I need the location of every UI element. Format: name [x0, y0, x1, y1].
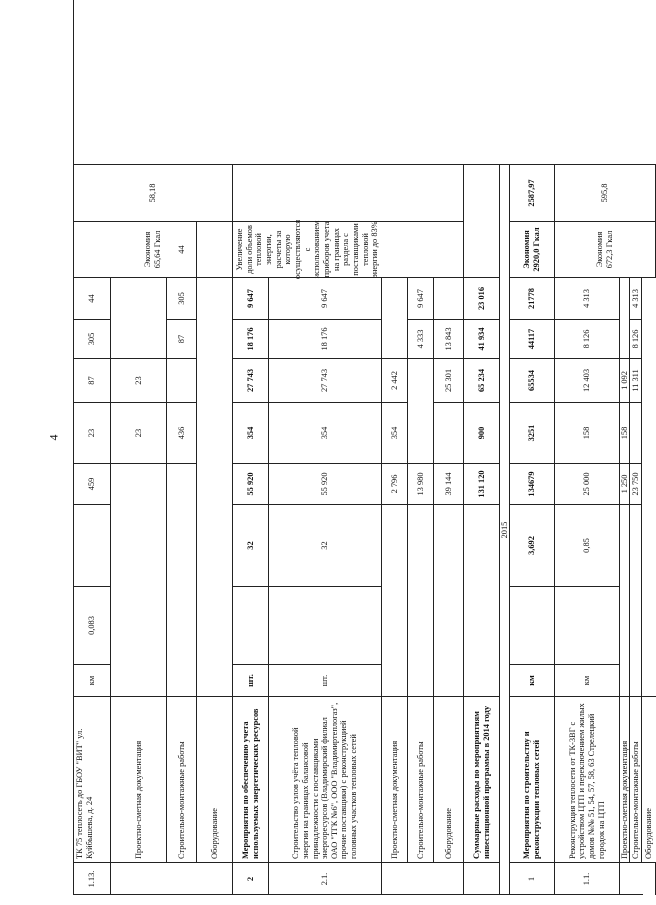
empty-cell	[382, 862, 464, 895]
table-cell-value-2014: 9 647	[233, 277, 269, 319]
empty-cell	[620, 277, 630, 358]
table-cell-value-2013: 41 934	[464, 319, 500, 358]
table-cell-unit: шт.	[233, 664, 269, 696]
table-cell-cost: 1 250	[620, 463, 630, 504]
table-cell-value-2012: 25 301	[434, 358, 464, 402]
table-cell-value-2013: 18 176	[269, 319, 382, 358]
table-cell-length: 3,692	[510, 504, 555, 586]
table-cell-value-2014: 44	[73, 277, 111, 319]
table-cell-item-name: Строительно-монтажные работы	[167, 696, 197, 862]
table-cell-item-name: Мероприятия по строительству и реконструкции тепловых сетей	[510, 696, 555, 862]
table-cell-length: 0,083	[73, 586, 111, 664]
table-cell-effect: Экономия 2920,0 Гкал	[510, 221, 555, 277]
table-cell-cost: 436	[167, 402, 197, 463]
table-cell-unit: шт.	[269, 664, 382, 696]
table-cell-row-number: 2	[233, 862, 269, 895]
table-cell-value-2013: 305	[167, 277, 197, 319]
table-cell-effect: Экономия 672,3 Гкал	[555, 221, 656, 277]
empty-cell	[111, 862, 233, 895]
table-cell-item-name: Строительство узлов учёта тепловой энергии на границах балансовой принадлежности с поставщиками энергоресурсов (Владимирский филиал ОАО "ТГК №6", ООО "Владимиртеплогаз", прочие поставщики) с реконструкцией головных участков тепловых сетей	[269, 696, 382, 862]
empty-cell	[73, 504, 111, 586]
empty-cell	[167, 463, 197, 696]
table-cell-item-name: Реконструкция теплосети от ТК-3ВГ с устройством ЦТП и переключением жилых домов №№ 51, 54, 57, 58, 63 Стрелецкий городок на ЦТП	[555, 696, 620, 862]
table-cell-row-number: 2.1.	[269, 862, 382, 895]
table-cell-value-2012: 87	[73, 358, 111, 402]
table-cell-item-name: Строительно-монтажные работы	[630, 696, 642, 862]
table-cell-unit: км	[73, 664, 111, 696]
table-cell-value-2013: 305	[73, 319, 111, 358]
empty-cell	[434, 402, 464, 463]
empty-cell	[111, 277, 167, 358]
table-cell-value-2014: 21778	[510, 277, 555, 319]
empty-cell	[382, 277, 408, 358]
empty-cell	[167, 358, 197, 402]
table-cell-item-name: Проектно-сметная документация	[382, 696, 408, 862]
table-cell-cost: 2 796	[382, 463, 408, 504]
table-cell-value-2014: 23 016	[464, 277, 500, 319]
table-cell-value-2012: 65534	[510, 358, 555, 402]
table-cell-unit: км	[555, 664, 620, 696]
table-cell-value-2012: 12 403	[555, 358, 620, 402]
table-cell-value-2013: 4 333	[408, 319, 434, 358]
page-number: 4	[46, 434, 61, 441]
table-cell-value-2012: 27 743	[269, 358, 382, 402]
table-cell-cost: 23 750	[630, 463, 642, 504]
table-cell-year-heading: 2015	[500, 164, 510, 895]
table-cell-value-2011: 354	[233, 402, 269, 463]
empty-cell	[382, 504, 408, 696]
table-cell-value-2014: 9 647	[408, 277, 434, 319]
table-cell-value-2011: 23	[111, 358, 167, 402]
table-cell-payback: 58,18	[73, 164, 233, 221]
table-cell-length: 0,85	[555, 504, 620, 586]
empty-cell	[434, 504, 464, 696]
table-cell-value-2012: 65 234	[464, 358, 500, 402]
table-cell-value-2011: 354	[269, 402, 382, 463]
empty-cell	[630, 402, 642, 463]
empty-cell	[555, 586, 620, 664]
table-cell-value-2014: 4 313	[555, 277, 620, 319]
table-cell-value-2013: 8 126	[555, 319, 620, 358]
empty-cell	[233, 164, 464, 221]
table-cell-value-2011: 23	[73, 402, 111, 463]
table-cell-cost: 131 120	[464, 463, 500, 504]
empty-cell	[197, 277, 233, 696]
table-cell-value-2011: 354	[382, 402, 408, 463]
table-cell-cost: 55 920	[269, 463, 382, 504]
table-cell-value-2012: 11 311	[630, 358, 642, 402]
table-cell-effect: Экономия 65,64 Гкал	[73, 221, 233, 277]
empty-cell	[408, 504, 434, 696]
table-cell-quantity: 32	[269, 504, 382, 586]
investment-program-table	[73, 0, 654, 895]
table-cell-quantity: 32	[233, 504, 269, 586]
table-cell-item-name: Проектно-сметная документация	[111, 696, 167, 862]
table-cell-unit: км	[510, 664, 555, 696]
empty-cell	[233, 586, 269, 664]
table-cell-item-name: Суммарные расходы по мероприятиям инвестиционной программы в 2014 году	[464, 696, 500, 862]
table-cell-item-name: ТК 75 теплосеть до ГБОУ "ВИТ" ул. Куйбышева, д. 24	[73, 696, 111, 862]
table-cell-value-2012: 2 442	[382, 358, 408, 402]
empty-cell	[434, 277, 464, 319]
table-cell-cost: 459	[73, 463, 111, 504]
table-cell-value-2011: 3251	[510, 402, 555, 463]
table-cell-payback: 2587,97	[510, 164, 555, 221]
table-cell-row-number: 1	[510, 862, 555, 895]
table-cell-row-number: 1.1.	[555, 862, 620, 895]
empty-cell	[620, 862, 656, 895]
table-cell-value-2014: 9 647	[269, 277, 382, 319]
empty-cell	[464, 504, 500, 696]
empty-cell	[464, 862, 500, 895]
table-cell-cost: 39 144	[434, 463, 464, 504]
table-cell-value-2014: 4 313	[630, 277, 642, 319]
table-cell-cost: 55 920	[233, 463, 269, 504]
table-cell-effect: Увеличение доли объемов тепловой энергии, расчеты за которую осуществляются с использованием приборов учета на границах раздела с поставщиками тепловой энергии до 83%	[233, 221, 464, 277]
table-cell-value-2011: 158	[620, 402, 630, 463]
table-cell-value-2011: 158	[555, 402, 620, 463]
table-cell-cost: 134679	[510, 463, 555, 504]
empty-cell	[630, 504, 642, 696]
table-cell-value-2013: 18 176	[233, 319, 269, 358]
table-cell-cost: 23	[111, 402, 167, 463]
empty-cell	[642, 277, 656, 696]
empty-cell	[464, 164, 500, 277]
table-cell-item-name: Строительно-монтажные работы	[408, 696, 434, 862]
empty-cell	[269, 586, 382, 664]
table-cell-value-2013: 8 126	[630, 319, 642, 358]
table-cell-value-2014: 44	[167, 221, 197, 277]
empty-cell	[510, 586, 555, 664]
table-cell-item-name: Оборудование	[642, 696, 656, 862]
table-cell-item-name: Оборудование	[434, 696, 464, 862]
table-cell-value-2013: 44117	[510, 319, 555, 358]
table-cell-payback: 595,8	[555, 164, 656, 221]
table-cell-value-2012: 1 092	[620, 358, 630, 402]
table-cell-value-2012: 87	[167, 319, 197, 358]
empty-cell	[408, 358, 434, 463]
table-cell-cost: 25 000	[555, 463, 620, 504]
table-grid	[73, 0, 654, 895]
table-cell-value-2011: 900	[464, 402, 500, 463]
table-cell-value-2012: 27 743	[233, 358, 269, 402]
table-cell-row-number: 1.13.	[73, 862, 111, 895]
table-cell-value-2013: 13 843	[434, 319, 464, 358]
table-cell-cost: 13 980	[408, 463, 434, 504]
empty-cell	[111, 463, 167, 696]
empty-cell	[620, 504, 630, 696]
table-cell-item-name: Оборудование	[197, 696, 233, 862]
table-cell-item-name: Мероприятия по обеспечению учета используемых энергетических ресурсов	[233, 696, 269, 862]
table-cell-item-name: Проектно-сметная документация	[620, 696, 630, 862]
